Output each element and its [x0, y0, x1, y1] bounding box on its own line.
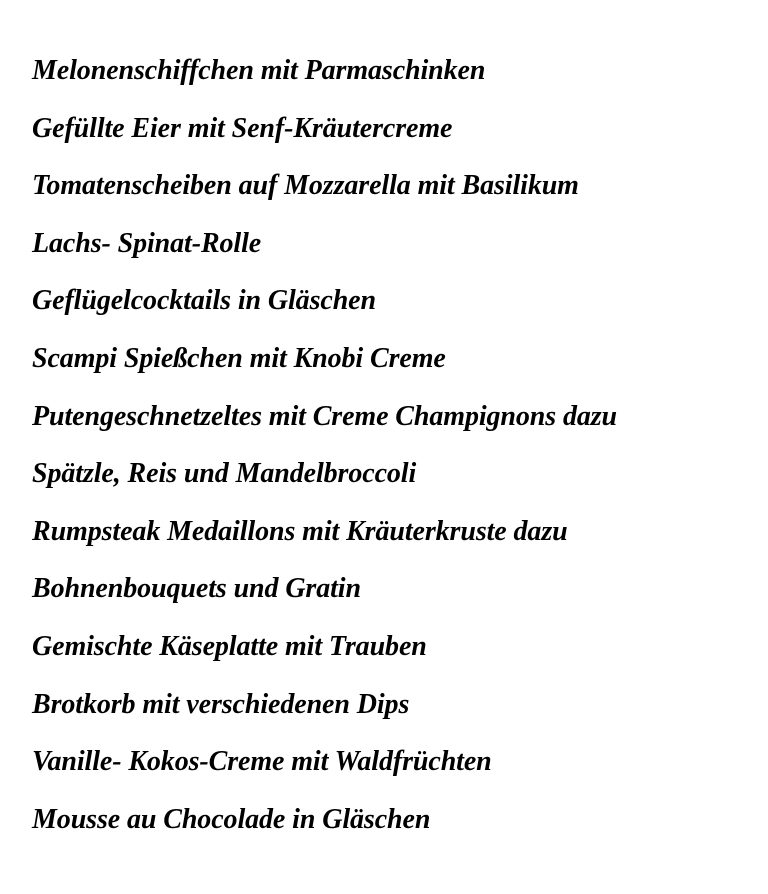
menu-item: Melonenschiffchen mit Parmaschinken [32, 55, 486, 86]
menu-item: Geflügelcocktails in Gläschen [32, 285, 376, 317]
menu-item: Putengeschnetzeltes mit Creme Champignons dazu [32, 400, 618, 432]
menu-item: Brotkorb mit verschiedenen Dips [32, 688, 410, 720]
menu-item: Mousse au Chocolade in Gläschen [32, 803, 431, 835]
menu-item: Vanille- Kokos-Creme mit Waldfrüchten [32, 746, 492, 778]
menu-item: Spätzle, Reis und Mandelbroccoli [32, 458, 417, 490]
menu-item: Lachs- Spinat-Rolle [32, 227, 262, 259]
menu-list [32, 42, 617, 848]
menu-item: Scampi Spießchen mit Knobi Creme [32, 342, 446, 374]
menu-item: Gefüllte Eier mit Senf-Kräutercreme [32, 112, 453, 144]
menu-item: Tomatenscheiben auf Mozzarella mit Basilikum [32, 170, 579, 202]
menu-item: Gemischte Käseplatte mit Trauben [32, 630, 427, 662]
menu-item: Rumpsteak Medaillons mit Kräuterkruste dazu [32, 515, 568, 547]
menu-item: Bohnenbouquets und Gratin [32, 573, 361, 605]
